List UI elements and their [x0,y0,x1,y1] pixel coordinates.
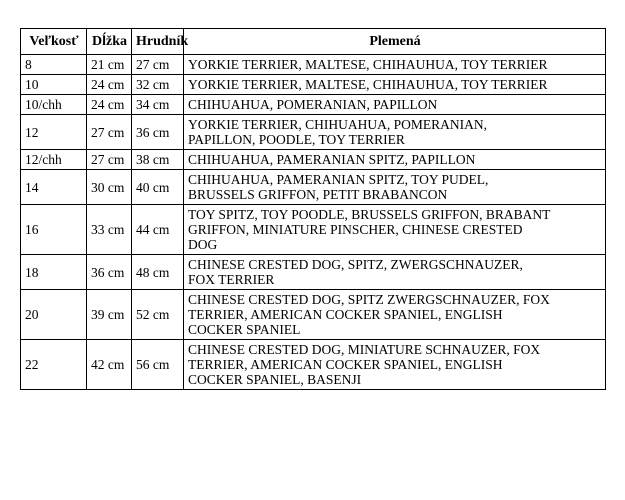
cell-breeds [184,55,606,75]
cell-size: 16 [21,205,87,255]
table-row [21,95,606,115]
breeds-line: YORKIE TERRIER, MALTESE, CHIHAUHUA, TOY TERRIER [188,77,548,92]
cell-size: 12 [21,115,87,150]
cell-size: 10 [21,75,87,95]
cell-size: 12/chh [21,150,87,170]
table-row [21,255,606,290]
breeds-line: CHINESE CRESTED DOG, SPITZ, ZWERGSCHNAUZER, [188,257,523,272]
column-header-breeds: Plemená [184,29,606,55]
breeds-line: YORKIE TERRIER, MALTESE, CHIHAUHUA, TOY TERRIER [188,57,548,72]
breeds-line: CHINESE CRESTED DOG, SPITZ ZWERGSCHNAUZER, FOX [188,292,550,307]
breeds-line: BRUSSELS GRIFFON, PETIT BRABANCON [188,187,448,202]
cell-length: 33 cm [87,205,132,255]
table-row [21,150,606,170]
cell-breeds [184,75,606,95]
cell-length: 30 cm [87,170,132,205]
cell-chest: 27 cm [132,55,184,75]
breeds-line: GRIFFON, MINIATURE PINSCHER, CHINESE CRESTED [188,222,523,237]
breeds-line: TERRIER, AMERICAN COCKER SPANIEL, ENGLISH [188,357,503,372]
breeds-line: YORKIE TERRIER, CHIHUAHUA, POMERANIAN, [188,117,487,132]
breeds-line: CHIHUAHUA, PAMERANIAN SPITZ, TOY PUDEL, [188,172,489,187]
cell-breeds [184,115,606,150]
breeds-line: TERRIER, AMERICAN COCKER SPANIEL, ENGLISH [188,307,503,322]
cell-chest: 36 cm [132,115,184,150]
table-row [21,75,606,95]
size-chart-table [20,28,606,390]
cell-size: 22 [21,340,87,390]
cell-length: 21 cm [87,55,132,75]
cell-size: 10/chh [21,95,87,115]
breeds-line: PAPILLON, POODLE, TOY TERRIER [188,132,405,147]
size-chart-container [20,28,605,390]
cell-chest: 40 cm [132,170,184,205]
cell-chest: 44 cm [132,205,184,255]
table-header [21,29,606,55]
cell-breeds [184,150,606,170]
column-header-size: Veľkosť [21,29,87,55]
cell-breeds [184,340,606,390]
cell-length: 42 cm [87,340,132,390]
table-body [21,55,606,390]
cell-length: 24 cm [87,75,132,95]
cell-length: 27 cm [87,115,132,150]
table-row [21,205,606,255]
table-header-row [21,29,606,55]
cell-chest: 32 cm [132,75,184,95]
cell-chest: 34 cm [132,95,184,115]
cell-chest: 38 cm [132,150,184,170]
breeds-line: CHIHUAHUA, PAMERANIAN SPITZ, PAPILLON [188,152,476,167]
cell-size: 8 [21,55,87,75]
column-header-length: Dĺžka [87,29,132,55]
table-row [21,115,606,150]
cell-size: 14 [21,170,87,205]
table-row [21,340,606,390]
breeds-line: TOY SPITZ, TOY POODLE, BRUSSELS GRIFFON, BRABANT [188,207,551,222]
breeds-line: CHINESE CRESTED DOG, MINIATURE SCHNAUZER, FOX [188,342,541,357]
table-row [21,170,606,205]
cell-size: 20 [21,290,87,340]
cell-chest: 52 cm [132,290,184,340]
table-row [21,55,606,75]
cell-length: 36 cm [87,255,132,290]
breeds-line: CHIHUAHUA, POMERANIAN, PAPILLON [188,97,438,112]
breeds-line: DOG [188,237,218,252]
cell-breeds [184,170,606,205]
cell-length: 39 cm [87,290,132,340]
breeds-line: FOX TERRIER [188,272,275,287]
cell-size: 18 [21,255,87,290]
cell-length: 27 cm [87,150,132,170]
cell-breeds [184,95,606,115]
column-header-chest: Hrudník [132,29,184,55]
cell-chest: 56 cm [132,340,184,390]
cell-chest: 48 cm [132,255,184,290]
cell-length: 24 cm [87,95,132,115]
cell-breeds [184,205,606,255]
cell-breeds [184,255,606,290]
cell-breeds [184,290,606,340]
breeds-line: COCKER SPANIEL [188,322,301,337]
table-row [21,290,606,340]
breeds-line: COCKER SPANIEL, BASENJI [188,372,362,387]
